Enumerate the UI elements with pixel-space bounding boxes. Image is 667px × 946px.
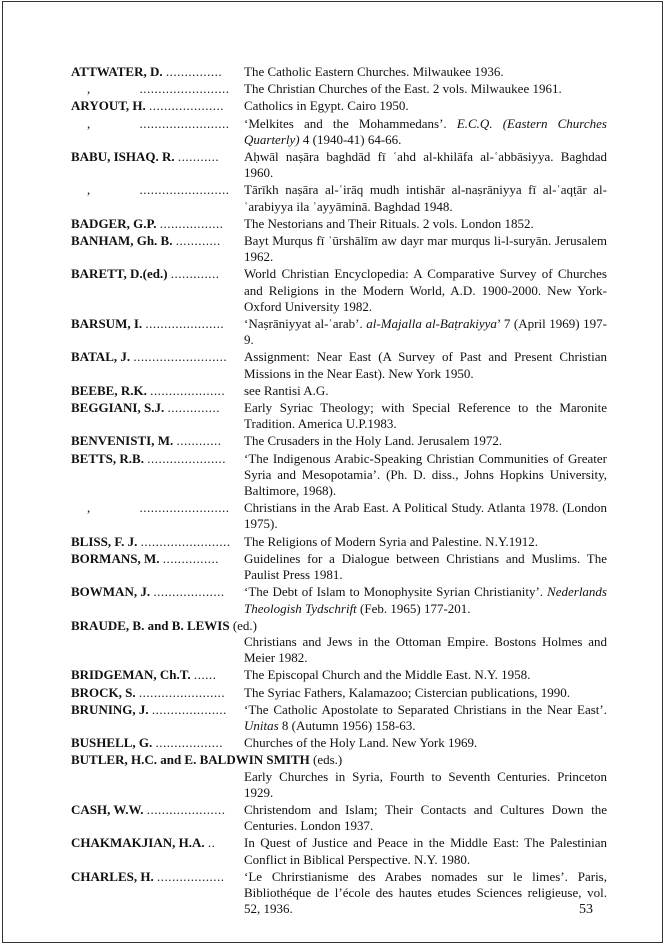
entry-author-name: CASH, W.W. [71, 801, 144, 817]
entry-leader-dots: ...... [193, 667, 217, 683]
bibliography-entry [71, 316, 607, 348]
entry-author [71, 735, 243, 751]
entry-leader-dots: ......................... [133, 349, 228, 365]
bibliography-entry [71, 534, 607, 550]
entry-leader-dots: ............. [170, 266, 220, 282]
entry-reference: Catholics in Egypt. Cairo 1950. [244, 98, 409, 114]
entry-author [71, 233, 243, 249]
entry-reference: ‘The Catholic Apostolate to Separated Christians in the Near East’. Unitas 8 (Autumn 1956) 158-63. [244, 701, 607, 733]
entry-author [71, 433, 243, 449]
bibliography-entry [71, 81, 607, 97]
entry-leader-dots: .. [207, 835, 216, 851]
bibliography-entry [71, 182, 607, 214]
entry-author-name: BARSUM, I. [71, 316, 143, 332]
entry-author [71, 451, 243, 467]
entry-author-name: ATTWATER, D. [71, 64, 163, 79]
entry-leader-dots: .............. [167, 400, 220, 416]
entry-leader-dots: ........................ [139, 500, 230, 516]
entry-reference: Tārīkh naṣāra al-ʿirāq mudh intishār al-naṣrāniyya fī al-ʿaqṭār al-ʿarabiyya ila ʾayyāminā. Baghdad 1948. [244, 182, 607, 214]
entry-ditto-author [71, 500, 243, 516]
entry-reference: The Syriac Fathers, Kalamazoo; Cistercian publications, 1990. [244, 684, 570, 700]
entry-author [71, 752, 607, 768]
entry-reference: Guidelines for a Dialogue between Christians and Muslims. The Paulist Press 1981. [244, 550, 607, 583]
bibliography-entry [71, 551, 607, 583]
entry-leader-dots: .................. [155, 735, 224, 751]
entry-author [71, 266, 243, 282]
entry-author-name: BADGER, G.P. [71, 215, 157, 231]
entry-reference: Early Churches in Syria, Fourth to Seventh Centuries. Princeton 1929. [244, 768, 607, 800]
entry-author-name: ARYOUT, H. [71, 98, 146, 114]
entry-author-name: , [87, 182, 91, 198]
entry-author [71, 584, 243, 600]
entry-leader-dots: ............... [162, 550, 219, 566]
entry-reference: The Christian Churches of the East. 2 vols. Milwaukee 1961. [244, 81, 562, 97]
entry-author-name: BEGGIANI, S.J. [71, 400, 165, 416]
entry-author [71, 551, 243, 567]
entry-leader-dots: .................. [156, 868, 225, 884]
entry-author-name: BATAL, J. [71, 349, 131, 365]
entry-author [71, 534, 243, 550]
entry-author [71, 702, 243, 718]
entry-author [71, 667, 243, 683]
entry-reference: ‘Naṣrāniyyat al-ʿarab’. al-Majalla al-Baṭrakiyya’ 7 (April 1969) 197-9. [244, 316, 607, 348]
bibliography-entry [71, 735, 607, 751]
bibliography-entry [71, 116, 607, 148]
bibliography-entry [71, 216, 607, 232]
entry-author-name: BABU, ISHAQ. R. [71, 149, 175, 165]
entry-reference: Bayt Murqus fī ʾūrshālīm aw dayr mar murqus li-l-suryān. Jerusalem 1962. [244, 233, 607, 265]
entry-reference: ‘Melkites and the Mohammedans’. E.C.Q. (Eastern Churches Quarterly) 4 (1940-41) 64-66. [244, 115, 607, 147]
entry-author-name: BLISS, F. J. [71, 533, 138, 549]
entry-author [71, 685, 243, 701]
entry-leader-dots: ..................... [146, 801, 226, 817]
entry-author-name: BETTS, R.B. [71, 450, 144, 466]
entry-author-names: BRAUDE, B. and B. LEWIS [71, 617, 230, 633]
entry-leader-dots: ........................ [139, 115, 230, 131]
entry-author [71, 618, 607, 634]
entry-editor-note: (ed.) [229, 617, 258, 633]
entry-reference: Christians in the Arab East. A Political Study. Atlanta 1978. (London 1975). [244, 500, 607, 532]
bibliography-entry [71, 835, 607, 867]
entry-reference: The Crusaders in the Holy Land. Jerusalem 1972. [244, 433, 503, 449]
entry-ditto-author [71, 116, 243, 132]
entry-reference: In Quest of Justice and Peace in the Middle East: The Palestinian Conflict in Biblical Perspective. N.Y. 1980. [244, 835, 607, 867]
entry-leader-dots: ..................... [147, 450, 226, 466]
entry-author-name: , [87, 115, 91, 131]
entry-reference: Early Syriac Theology; with Special Reference to the Maronite Tradition. America U.P.1983. [244, 400, 607, 432]
entry-author [71, 216, 243, 232]
entry-leader-dots: ........................ [139, 81, 230, 97]
entry-leader-dots: .................... [151, 701, 227, 717]
entry-author [71, 869, 243, 885]
entry-leader-dots: ........................ [139, 182, 230, 198]
entry-reference: Christendom and Islam; Their Contacts and Cultures Down the Centuries. London 1937. [244, 801, 607, 834]
entry-author-name: BANHAM, Gh. B. [71, 233, 173, 249]
entry-leader-dots: ..................... [145, 316, 225, 332]
entry-reference: see Rantisi A.G. [244, 382, 329, 398]
entry-ditto-author [71, 182, 243, 198]
bibliography-entry [71, 802, 607, 834]
entry-author [71, 383, 243, 399]
entry-leader-dots: .................... [150, 382, 226, 398]
bibliography-entry [71, 266, 607, 315]
bibliography-entry [71, 433, 607, 449]
bibliography-entry [71, 451, 607, 500]
entry-author [71, 316, 243, 332]
entry-leader-dots: ....................... [138, 684, 226, 700]
entry-leader-dots: ........................ [140, 533, 231, 549]
bibliography-entry [71, 702, 607, 734]
bibliography-entry [71, 383, 607, 399]
bibliography-entry [71, 667, 607, 683]
entry-editor-note: (eds.) [309, 752, 343, 768]
entry-author-name: BEEBE, R.K. [71, 382, 147, 398]
book-page [2, 1, 663, 943]
entry-author-name: BARETT, D.(ed.) [71, 266, 168, 282]
entry-author-name: BENVENISTI, M. [71, 433, 174, 449]
entry-leader-dots: .................... [149, 98, 225, 114]
entry-leader-dots: ........... [177, 149, 220, 165]
entry-author-names: BUTLER, H.C. and E. BALDWIN SMITH [71, 752, 310, 768]
entry-leader-dots: ............... [165, 64, 223, 79]
entry-author [71, 149, 243, 165]
bibliography-entry [71, 752, 607, 801]
entry-author [71, 98, 243, 114]
entry-reference: ‘Le Chrirstianisme des Arabes nomades sur le limes’. Paris, Bibliothéque de l’école des hautes etudes Sciences religieuse, vol. 52, 1936. [244, 868, 607, 917]
bibliography-entry [71, 869, 607, 918]
entry-reference: ‘The Debt of Islam to Monophysite Syrian Christianity’. Nederlands Theologish Tydschrift (Feb. 1965) 177-201. [244, 584, 607, 616]
entry-author [71, 64, 243, 80]
entry-leader-dots: ............ [176, 433, 222, 449]
bibliography-entry [71, 685, 607, 701]
entry-author-name: BOWMAN, J. [71, 584, 151, 600]
entry-reference: Assignment: Near East (A Survey of Past and Present Christian Missions in the Near East). New York 1950. [244, 349, 607, 381]
bibliography-entry [71, 500, 607, 532]
bibliography-entry [71, 400, 607, 432]
entry-author [71, 835, 243, 851]
entry-reference: Christians and Jews in the Ottoman Empire. Bostons Holmes and Meier 1982. [244, 633, 607, 666]
entry-reference: The Nestorians and Their Rituals. 2 vols. London 1852. [244, 215, 534, 231]
entry-author-name: BUSHELL, G. [71, 735, 153, 751]
entry-author [71, 802, 243, 818]
entry-author-name: BORMANS, M. [71, 550, 160, 566]
bibliography-entry [71, 349, 607, 381]
bibliography-entry [71, 98, 607, 114]
entry-author [71, 400, 243, 416]
entry-reference: The Religions of Modern Syria and Palestine. N.Y.1912. [244, 533, 539, 549]
entry-reference: The Episcopal Church and the Middle East. N.Y. 1958. [244, 667, 531, 683]
bibliography-entry [71, 149, 607, 181]
bibliography-entry [71, 233, 607, 265]
entry-leader-dots: ................... [153, 584, 225, 600]
bibliography-entry [71, 618, 607, 667]
entry-reference: The Catholic Eastern Churches. Milwaukee 1936. [244, 64, 504, 79]
entry-author [71, 349, 243, 365]
entry-author-name: , [87, 81, 91, 97]
entry-reference: World Christian Encyclopedia: A Comparative Survey of Churches and Religions in the Modern World, A.D. 1900-2000. New York-Oxford University 1982. [244, 266, 607, 314]
entry-author-name: CHARLES, H. [71, 868, 154, 884]
entry-author-name: CHAKMAKJIAN, H.A. [71, 835, 205, 851]
bibliography-list [71, 64, 607, 918]
entry-author-name: , [87, 500, 91, 516]
bibliography-entry [71, 64, 607, 80]
entry-leader-dots: ............ [175, 233, 221, 249]
entry-reference: Churches of the Holy Land. New York 1969. [244, 735, 478, 751]
entry-author-name: BRUNING, J. [71, 701, 149, 717]
entry-author-name: BROCK, S. [71, 684, 136, 700]
entry-ditto-author [71, 81, 243, 97]
entry-author-name: BRIDGEMAN, Ch.T. [71, 667, 191, 683]
bibliography-entry [71, 584, 607, 616]
entry-reference: Aḥwāl naṣāra baghdād fī ʿahd al-khilāfa al-ʿabbāsiyya. Baghdad 1960. [244, 149, 607, 181]
page-number: 53 [579, 902, 593, 917]
entry-reference: ‘The Indigenous Arabic-Speaking Christian Communities of Greater Syria and Mesopotamia’. (Ph. D. diss., Johns Hopkins University, Baltimore, 1968). [244, 450, 607, 499]
entry-leader-dots: ................. [159, 215, 224, 231]
